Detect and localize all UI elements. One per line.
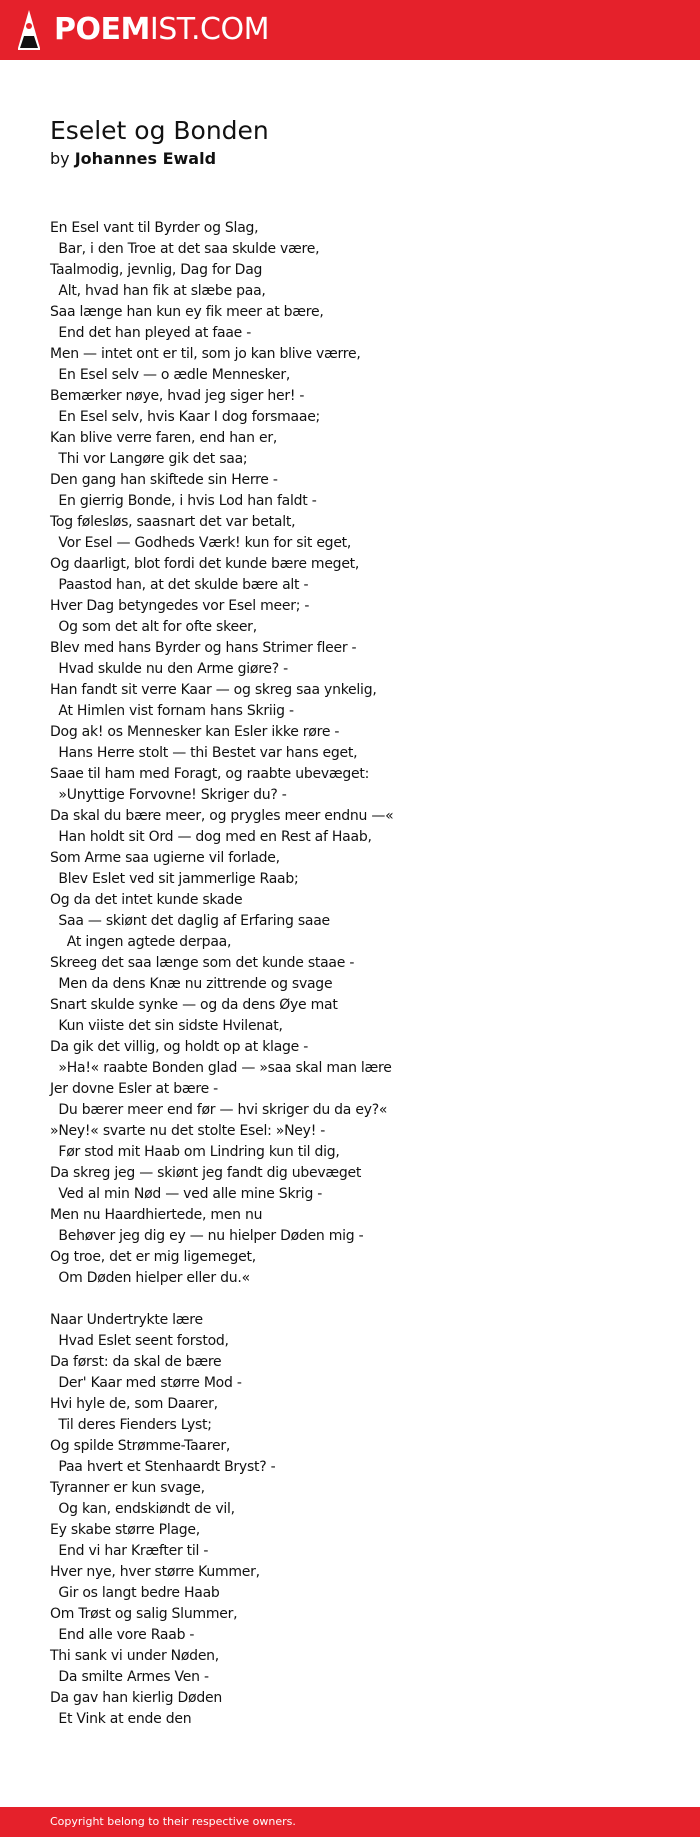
poem-title: Eselet og Bonden — [50, 116, 269, 145]
site-name-light: IST.COM — [149, 12, 269, 47]
byline — [50, 148, 216, 170]
poem-text: En Esel vant til Byrder og Slag, Bar, i den Troe at det saa skulde være, Taalmodig, jevnlig, Dag for Dag Alt, hvad han fik at slæbe paa, Saa længe han kun ey fik meer at bære, End det han pleyed at faae - Men — intet ont er til, som jo kan blive værre, En Esel selv — o ædle Mennesker, Bemærker nøye, hvad jeg siger her! - En Esel selv, hvis Kaar I dog forsmaae; Kan blive verre faren, end han er, Thi vor Langøre gik det saa; Den gang han skiftede sin Herre - En gierrig Bonde, i hvis Lod han faldt - Tog følesløs, saasnart det var betalt, Vor Esel — Godheds Værk! kun for sit eget, Og daarligt, blot fordi det kunde bære meget, Paastod han, at det skulde bære alt - Hver Dag betyngedes vor Esel meer; - Og som det alt for ofte skeer, Blev med hans Byrder og hans Strimer fleer - Hvad skulde nu den Arme giøre? - Han fandt sit verre Kaar — og skreg saa ynkelig, At Himlen vist fornam hans Skriig - Dog ak! os Mennesker kan Esler ikke røre - Hans Herre stolt — thi Bestet var hans eget, Saae til ham med Foragt, og raabte ubevæget: »Unyttige Forvovne! Skriger du? - Da skal du bære meer, og prygles meer endnu —« Han holdt sit Ord — dog med en Rest af Haab, Som Arme saa ugierne vil forlade, Blev Eslet ved sit jammerlige Raab; Og da det intet kunde skade Saa — skiønt det daglig af Erfaring saae At ingen agtede derpaa, Skreeg det saa længe som det kunde staae - Men da dens Knæ nu zittrende og svage Snart skulde synke — og da dens Øye mat Kun viiste det sin sidste Hvilenat, Da gik det villig, og holdt op at klage - »Ha!« raabte Bonden glad — »saa skal man lære Jer dovne Esler at bære - Du bærer meer end før — hvi skriger du da ey?« »Ney!« svarte nu det stolte Esel: »Ney! - Før stod mit Haab om Lindring kun til dig, Da skreg jeg — skiønt jeg fandt dig ubevæget Ved al min Nød — ved alle mine Skrig - Men nu Haardhiertede, men nu Behøver jeg dig ey — nu hielper Døden mig - Og troe, det er mig ligemeget, Om Døden hielper eller du.« Naar Undertrykte lære Hvad Eslet seent forstod, Da først: da skal de bære Der' Kaar med større Mod - Hvi hyle de, som Daarer, Til deres Fienders Lyst; Og spilde Strømme-Taarer, Paa hvert et Stenhaardt Bryst? - Tyranner er kun svage, Og kan, endskiøndt de vil, Ey skabe større Plage, End vi har Kræfter til - Hver nye, hver større Kummer, Gir os langt bedre Haab Om Trøst og salig Slummer, End alle vore Raab - Thi sank vi under Nøden, Da smilte Armes Ven - Da gav han kierlig Døden Et Vink at ende den — [50, 220, 394, 1727]
site-footer — [0, 1807, 700, 1837]
author-name: Johannes Ewald — [74, 149, 217, 168]
site-name — [54, 8, 269, 52]
pencil-icon — [16, 8, 42, 52]
site-logo[interactable] — [16, 8, 269, 52]
by-prefix: by — [50, 149, 70, 168]
site-header — [0, 0, 700, 60]
site-name-bold: POEM — [54, 12, 150, 47]
copyright-text: Copyright belong to their respective owners. — [50, 1815, 296, 1828]
